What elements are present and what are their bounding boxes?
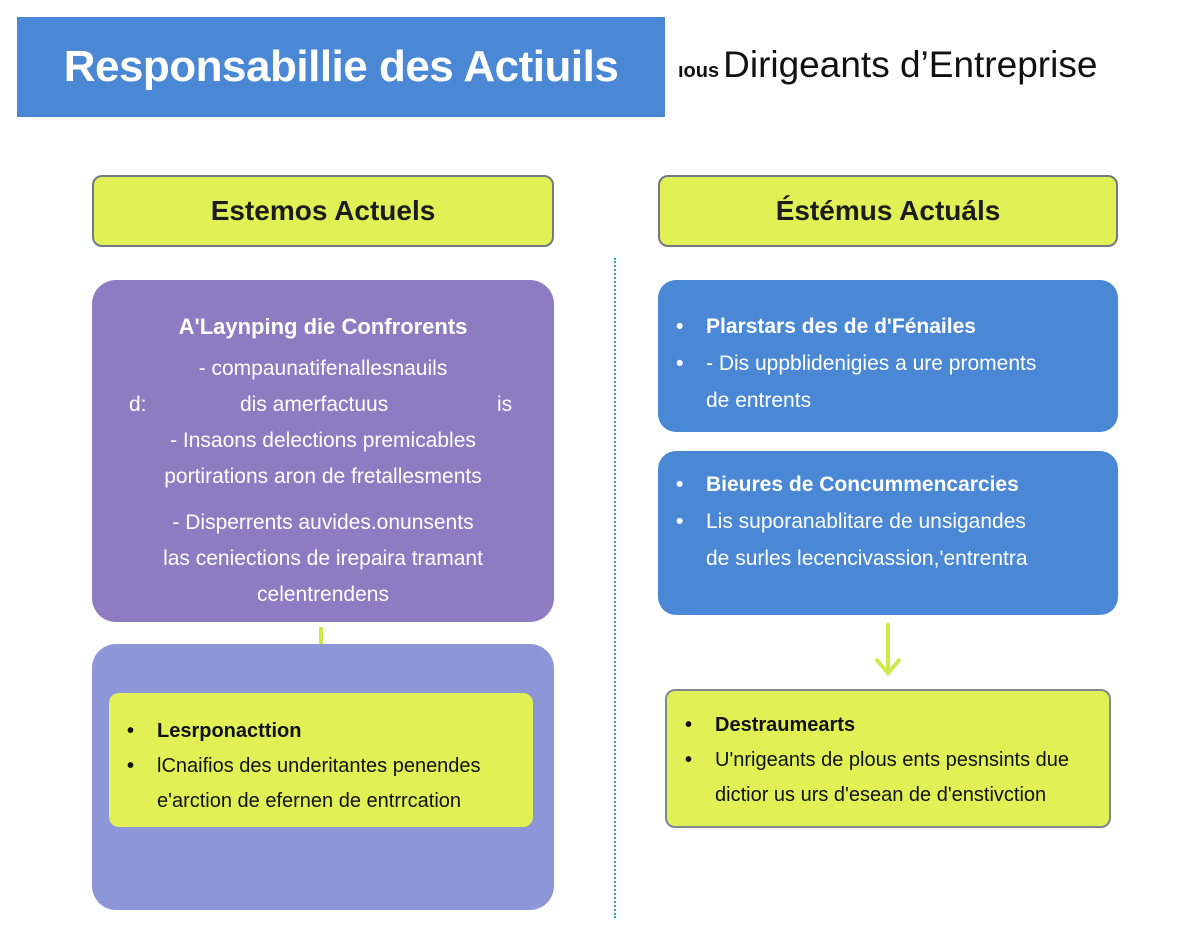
list-item-continuation: dictior us urs d'esean de d'enstivction [715, 784, 1047, 806]
list-item [676, 345, 1118, 382]
bullet-icon: • [685, 749, 693, 771]
list-item [676, 466, 1118, 503]
left-box-line: celentrendens [257, 583, 389, 606]
right-column-header: Éstémus Actuáls [658, 175, 1118, 247]
bullet-icon: • [685, 714, 693, 736]
left-box-line: portirations aron de fretallesments [164, 465, 482, 488]
list-item-label: Plarstars des de d'Fénailes [706, 315, 976, 338]
left-box-line: - Disperrents auvides.onunsents [172, 511, 474, 534]
subtitle-text: Dirigeants d’Entreprise [723, 44, 1098, 85]
arrow-down-icon [873, 623, 903, 679]
subtitle [678, 44, 1097, 90]
subtitle-prefix: ıous [678, 60, 720, 82]
bullet-icon: • [676, 315, 684, 338]
list-item-continuation: de entrents [706, 389, 812, 412]
list-item-label: Bieures de Concummencarcies [706, 473, 1019, 496]
list-item-label: U'nrigeants de plous ents pesnsints due [715, 749, 1070, 771]
title-banner [17, 17, 665, 117]
list-item-label: lCnaifios des underitantes penendes [157, 755, 481, 777]
list-item-label: Lis suporanablitare de unsigandes [706, 510, 1026, 533]
page-title: Responsabillie des Actiuils [63, 42, 619, 91]
right-description-box [658, 280, 1118, 432]
list-item [127, 749, 533, 784]
left-box-heading: A'Laynping die Confrorents [178, 314, 468, 339]
bullet-icon: • [676, 473, 684, 496]
left-box-fragment: is [497, 393, 513, 416]
list-item-label: Lesrponacttion [157, 720, 302, 742]
left-box-line [92, 387, 554, 423]
list-item-continuation: e'arction de efernen de entrrcation [157, 790, 462, 812]
right-description-box [658, 451, 1118, 615]
column-divider [614, 258, 616, 918]
bullet-icon: • [127, 755, 135, 777]
bullet-icon: • [676, 510, 684, 533]
bullet-icon: • [127, 720, 135, 742]
left-box-line: - compaunatifenallesnauils [198, 357, 448, 380]
left-box-line: las ceniections de irepaira tramant [163, 547, 483, 570]
right-result-box [665, 689, 1111, 828]
list-item-label: Destraumearts [715, 714, 856, 736]
list-item [685, 708, 1109, 743]
left-box-fragment: dis amerfactuus [240, 393, 389, 416]
list-item-continuation: de surles lecencivassion,'entrentra [706, 547, 1028, 570]
left-box-line: - Insaons delections premicables [170, 429, 476, 452]
list-item [127, 714, 533, 749]
list-item [676, 308, 1118, 345]
list-item [685, 743, 1109, 778]
list-item [676, 503, 1118, 540]
bullet-icon: • [676, 352, 684, 375]
left-description-box [92, 280, 554, 622]
left-result-box [109, 693, 533, 827]
left-column-header: Estemos Actuels [92, 175, 554, 247]
list-item-label: - Dis uppblidenigies a ure proments [706, 352, 1037, 375]
left-box-fragment: d: [129, 393, 147, 416]
